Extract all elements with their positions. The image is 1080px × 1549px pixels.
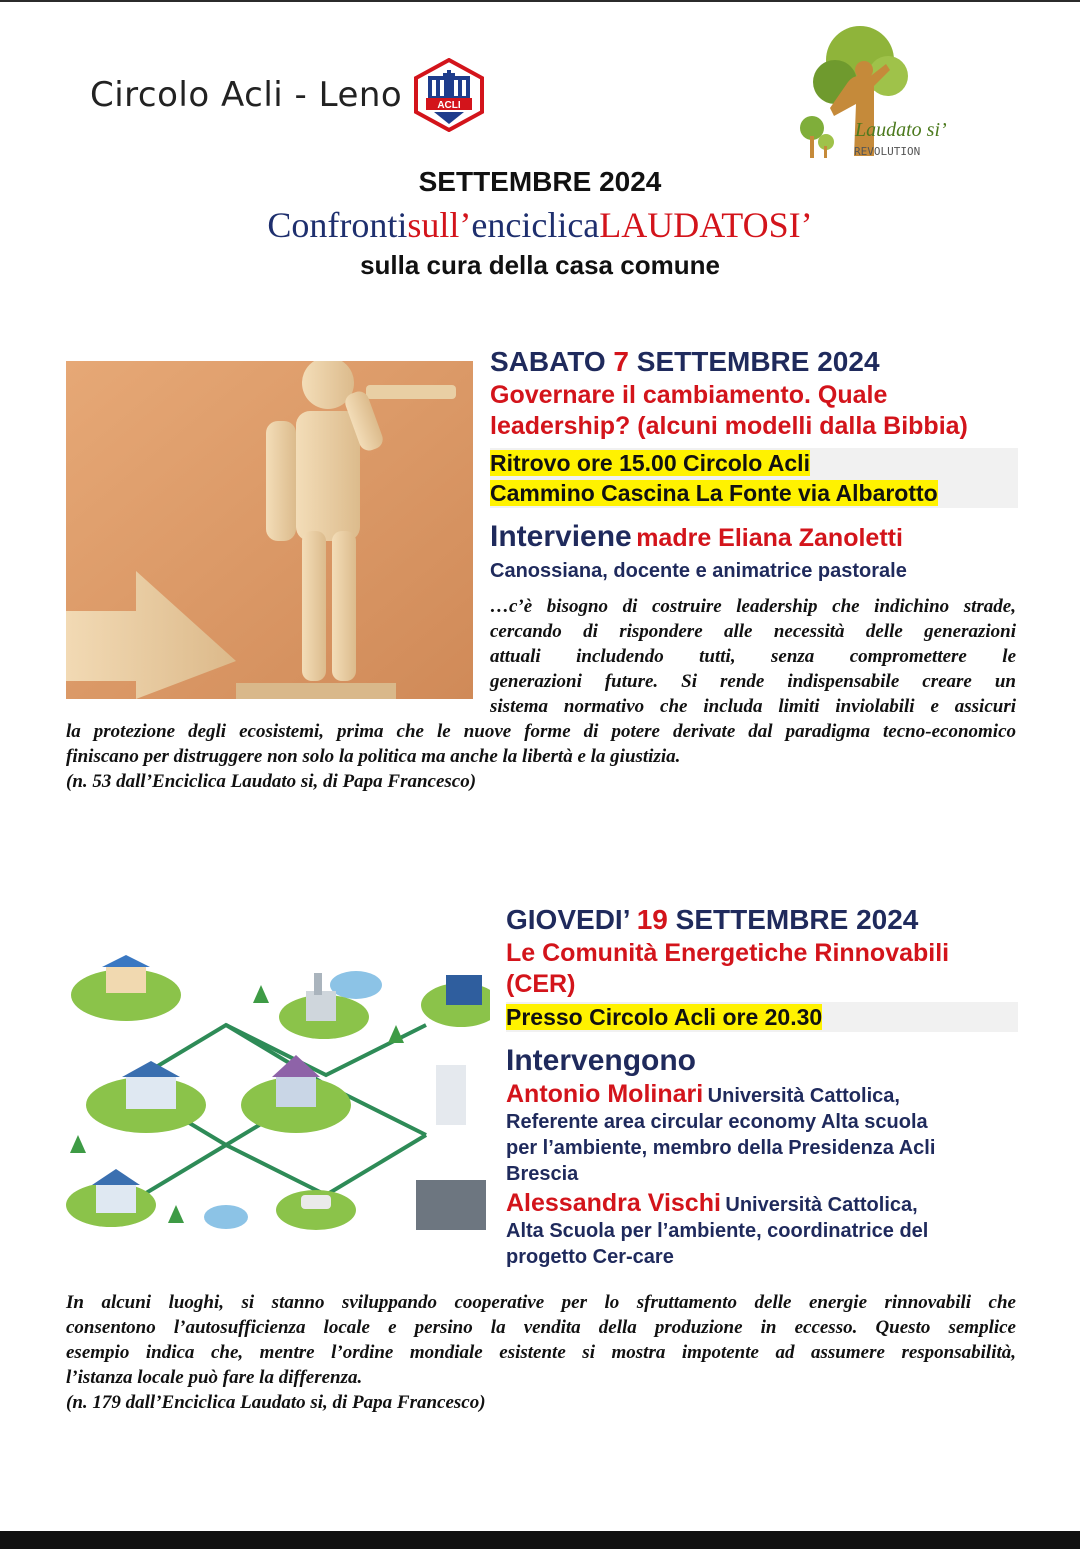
event-1-meeting-line-2: Cammino Cascina La Fonte via Albarotto: [490, 480, 938, 506]
title-part-4: LAUDATOSI’: [599, 205, 813, 245]
event-2-meeting: [506, 1002, 1018, 1032]
event-2-speaker-2-name: Alessandra Vischi: [506, 1189, 721, 1217]
event-1-speakers-heading: Interviene: [490, 520, 632, 553]
page-title: [0, 204, 1080, 246]
event-2-speaker-1: Antonio Molinari Università Cattolica,: [506, 1080, 900, 1108]
title-part-3: enciclica: [471, 205, 600, 245]
event-1: [490, 346, 1018, 584]
org-name: Circolo Acli - Leno: [90, 75, 403, 115]
laudato-si-logo: [790, 24, 960, 164]
event-2: GIOVEDI’ 19 SETTEMBRE 2024 Le Comunità Energetiche Rinnovabili (CER) Presso Circolo Acli ore 20.30 Intervengono Antonio Molinari Università Cattolica, Referente area circular economy Alta scuola per l’ambiente, membro della Presidenza Acli Brescia Alessandra Vischi Università Cattolica, Alta Scuola per l’ambiente, coordinatrice del progetto Cer-care: [506, 904, 1018, 1270]
event-2-meeting-line-1: Presso Circolo Acli ore 20.30: [506, 1004, 823, 1030]
event-1-meeting-line-1: Ritrovo ore 15.00 Circolo Acli: [490, 450, 810, 476]
laudato-logo-line1: Laudato si’: [855, 119, 947, 141]
event-1-quote: …c’è bisogno di costruire leadership che indichino strade, cercando di rispondere alle necessità delle generazioni attuali includendo tutti, senza compromettere le generazioni future. Si rende indispensabile creare un sistema normativo che includa limiti inviolabili e assicuri: [490, 596, 1016, 717]
event-2-speaker-2: Alessandra Vischi Università Cattolica,: [506, 1189, 918, 1217]
event-1-date: SABATO 7 SETTEMBRE 2024: [490, 346, 880, 377]
laudato-logo-line2: REVOLUTION: [854, 145, 921, 158]
title-part-1: Confronti: [267, 205, 408, 245]
title-part-2: sull’: [407, 205, 472, 245]
leadership-figure-image: [66, 361, 473, 699]
event-1-quote-continued: la protezione degli ecosistemi, prima che le nuove forme di potere derivate dal paradigma tecno-economico finiscano per distruggere non solo la politica ma anche la libertà e la giustizia. (n. 53 dall’Enciclica Laudato si, di Papa Francesco): [66, 721, 1016, 792]
bottom-bar: [0, 1531, 1080, 1549]
event-2-date: GIOVEDI’ 19 SETTEMBRE 2024: [506, 904, 919, 935]
event-1-meeting: [490, 448, 1018, 508]
acli-logo-text: ACLI: [437, 100, 461, 111]
organization-header: [90, 58, 486, 132]
event-2-topic: Le Comunità Energetiche Rinnovabili (CER): [506, 939, 950, 998]
acli-logo-icon: [412, 58, 486, 132]
event-2-speaker-1-name: Antonio Molinari: [506, 1080, 704, 1108]
top-border: [0, 0, 1080, 2]
event-1-speaker-name: madre Eliana Zanoletti: [636, 524, 903, 552]
event-1-topic: Governare il cambiamento. Quale leadership? (alcuni modelli dalla Bibbia): [490, 381, 968, 440]
page-month: SETTEMBRE 2024: [418, 166, 662, 197]
energy-community-image: [66, 955, 490, 1252]
event-1-speaker-role: Canossiana, docente e animatrice pastorale: [490, 560, 907, 582]
page-subtitle: sulla cura della casa comune: [360, 250, 720, 280]
event-2-speakers-heading: Intervengono: [506, 1044, 697, 1077]
event-2-quote: In alcuni luoghi, si stanno sviluppando cooperative per lo sfruttamento delle energie rinnovabili che consentono l’autosufficienza locale e persino la vendita della produzione in eccesso. Questo semplice esempio indica che, mentre l’ordine mondiale esistente si mostra impotente ad assumere responsabilità, l’istanza locale può fare la differenza. (n. 179 dall’Enciclica Laudato si, di Papa Francesco): [66, 1292, 1016, 1413]
event-2-citation: (n. 179 dall’Enciclica Laudato si, di Papa Francesco): [66, 1392, 486, 1413]
event-1-speaker: [490, 520, 1018, 554]
event-1-citation: (n. 53 dall’Enciclica Laudato si, di Papa Francesco): [66, 771, 477, 792]
